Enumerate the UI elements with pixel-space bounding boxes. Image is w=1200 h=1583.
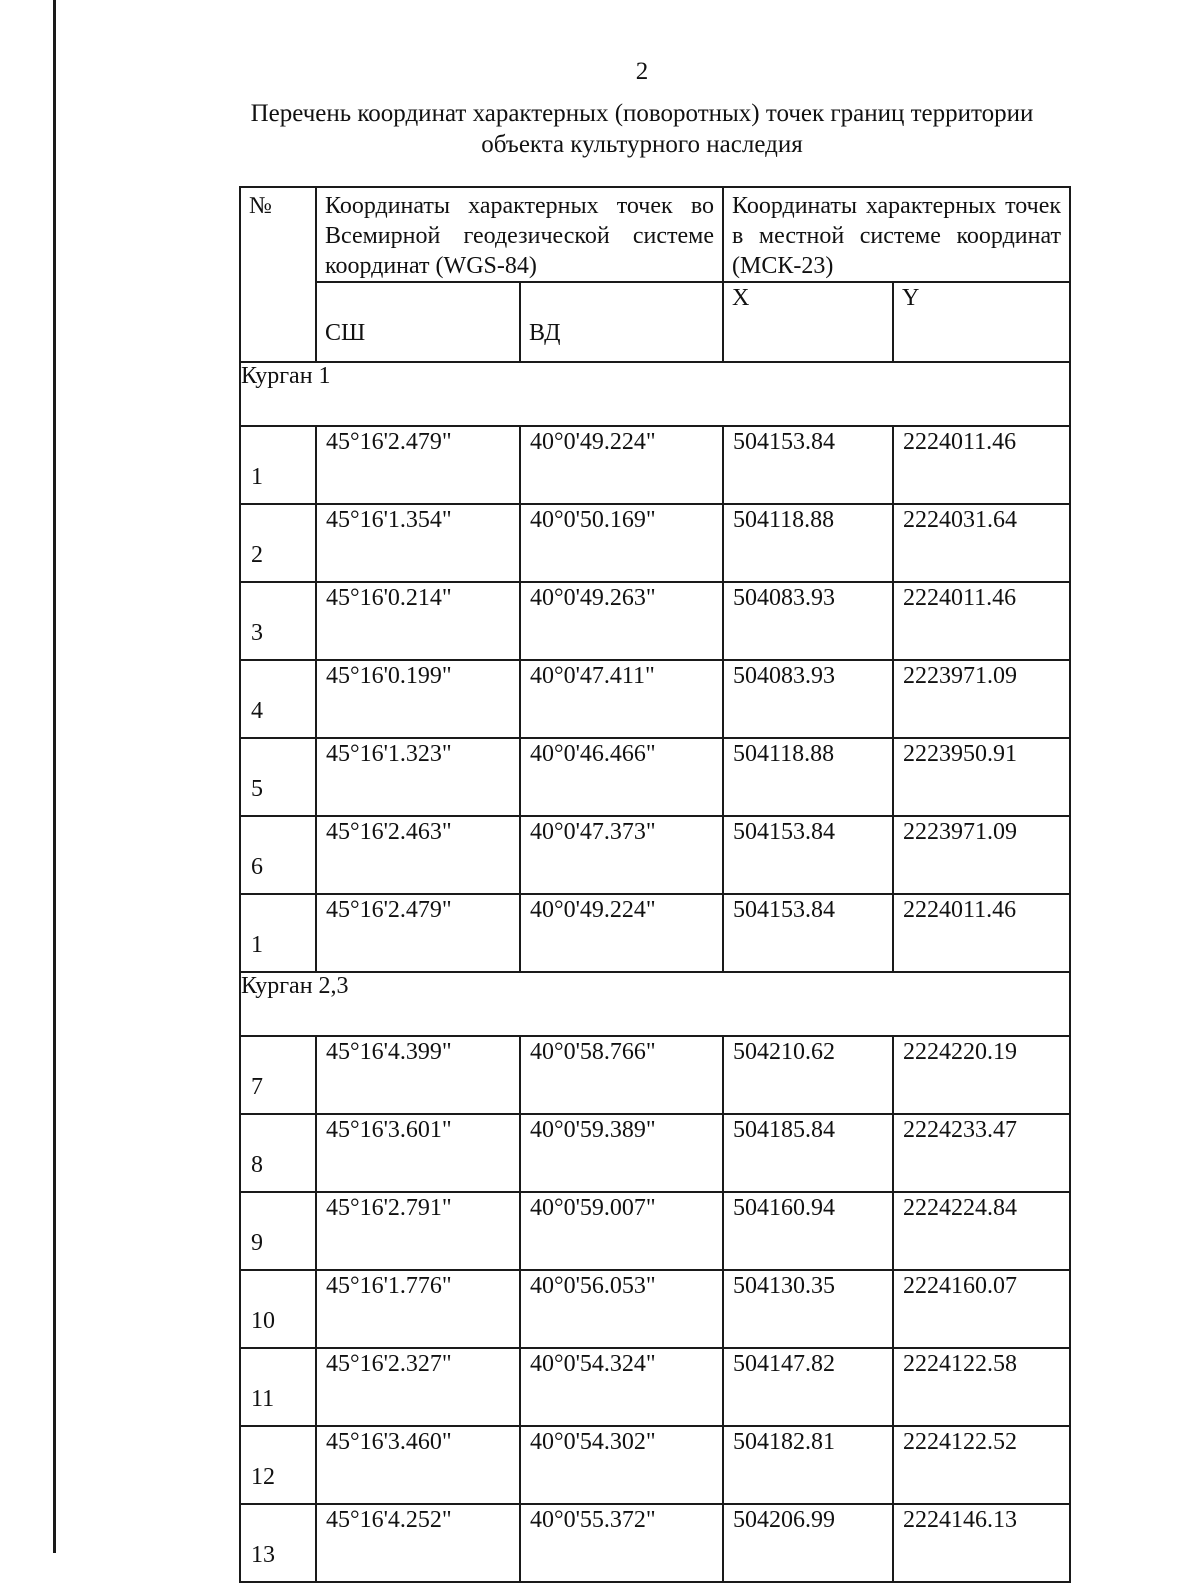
x-coordinate-cell: 504153.84 (723, 894, 893, 972)
longitude-cell: 40°0'55.372" (520, 1504, 723, 1582)
table-row (240, 738, 1070, 816)
y-coordinate-cell: 2224160.07 (893, 1270, 1070, 1348)
page-edge-rule (53, 0, 56, 1553)
longitude-cell: 40°0'46.466" (520, 738, 723, 816)
header-number: № (240, 187, 316, 362)
header-y: Y (893, 282, 1070, 362)
table-row (240, 426, 1070, 504)
y-coordinate-cell: 2224122.58 (893, 1348, 1070, 1426)
point-number-cell: 13 (240, 1504, 316, 1582)
y-coordinate-cell: 2224122.52 (893, 1426, 1070, 1504)
latitude-cell: 45°16'2.327" (316, 1348, 520, 1426)
table-row (240, 1114, 1070, 1192)
point-number-cell: 8 (240, 1114, 316, 1192)
table-row (240, 816, 1070, 894)
group-label: Курган 1 (240, 362, 1070, 426)
x-coordinate-cell: 504182.81 (723, 1426, 893, 1504)
y-coordinate-cell: 2224031.64 (893, 504, 1070, 582)
y-coordinate-cell: 2224011.46 (893, 894, 1070, 972)
table-row (240, 504, 1070, 582)
x-coordinate-cell: 504153.84 (723, 426, 893, 504)
latitude-cell: 45°16'3.460" (316, 1426, 520, 1504)
group-label: Курган 2,3 (240, 972, 1070, 1036)
longitude-cell: 40°0'49.263" (520, 582, 723, 660)
header-x: X (723, 282, 893, 362)
y-coordinate-cell: 2224011.46 (893, 582, 1070, 660)
document-title-line-1: Перечень координат характерных (поворотных) точек границ территории (250, 100, 1034, 127)
table-row (240, 894, 1070, 972)
y-coordinate-cell: 2224146.13 (893, 1504, 1070, 1582)
latitude-cell: 45°16'2.479" (316, 894, 520, 972)
table-row (240, 1036, 1070, 1114)
header-row (240, 187, 1070, 282)
group-row (240, 972, 1070, 1036)
coordinates-table (239, 186, 1071, 1583)
longitude-cell: 40°0'58.766" (520, 1036, 723, 1114)
table-row (240, 660, 1070, 738)
header-longitude: ВД (520, 282, 723, 362)
x-coordinate-cell: 504118.88 (723, 738, 893, 816)
header-wgs84: Координаты характерных точек во Всемирной геодезической системе координат (WGS-84) (316, 187, 723, 282)
y-coordinate-cell: 2224233.47 (893, 1114, 1070, 1192)
y-coordinate-cell: 2224011.46 (893, 426, 1070, 504)
longitude-cell: 40°0'47.373" (520, 816, 723, 894)
latitude-cell: 45°16'1.323" (316, 738, 520, 816)
longitude-cell: 40°0'47.411" (520, 660, 723, 738)
longitude-cell: 40°0'50.169" (520, 504, 723, 582)
latitude-cell: 45°16'4.252" (316, 1504, 520, 1582)
document-title-line-2: объекта культурного наследия (481, 131, 803, 158)
point-number-cell: 2 (240, 504, 316, 582)
longitude-cell: 40°0'56.053" (520, 1270, 723, 1348)
y-coordinate-cell: 2223950.91 (893, 738, 1070, 816)
x-coordinate-cell: 504210.62 (723, 1036, 893, 1114)
table-row (240, 1270, 1070, 1348)
point-number-cell: 1 (240, 426, 316, 504)
y-coordinate-cell: 2223971.09 (893, 816, 1070, 894)
latitude-cell: 45°16'1.354" (316, 504, 520, 582)
x-coordinate-cell: 504130.35 (723, 1270, 893, 1348)
point-number-cell: 3 (240, 582, 316, 660)
latitude-cell: 45°16'2.479" (316, 426, 520, 504)
longitude-cell: 40°0'54.302" (520, 1426, 723, 1504)
table-row (240, 582, 1070, 660)
table-row (240, 1192, 1070, 1270)
latitude-cell: 45°16'2.463" (316, 816, 520, 894)
document-title (200, 98, 1084, 160)
x-coordinate-cell: 504083.93 (723, 582, 893, 660)
point-number-cell: 7 (240, 1036, 316, 1114)
point-number-cell: 4 (240, 660, 316, 738)
point-number-cell: 11 (240, 1348, 316, 1426)
point-number-cell: 12 (240, 1426, 316, 1504)
x-coordinate-cell: 504153.84 (723, 816, 893, 894)
y-coordinate-cell: 2224220.19 (893, 1036, 1070, 1114)
x-coordinate-cell: 504185.84 (723, 1114, 893, 1192)
point-number-cell: 5 (240, 738, 316, 816)
page-number: 2 (635, 58, 649, 85)
latitude-cell: 45°16'0.199" (316, 660, 520, 738)
point-number-cell: 9 (240, 1192, 316, 1270)
longitude-cell: 40°0'49.224" (520, 426, 723, 504)
point-number-cell: 10 (240, 1270, 316, 1348)
y-coordinate-cell: 2223971.09 (893, 660, 1070, 738)
x-coordinate-cell: 504118.88 (723, 504, 893, 582)
longitude-cell: 40°0'49.224" (520, 894, 723, 972)
latitude-cell: 45°16'2.791" (316, 1192, 520, 1270)
table-row (240, 1426, 1070, 1504)
group-row (240, 362, 1070, 426)
header-msk23: Координаты характерных точек в местной системе координат (МСК-23) (723, 187, 1070, 282)
table-row (240, 1504, 1070, 1582)
x-coordinate-cell: 504147.82 (723, 1348, 893, 1426)
x-coordinate-cell: 504083.93 (723, 660, 893, 738)
longitude-cell: 40°0'54.324" (520, 1348, 723, 1426)
y-coordinate-cell: 2224224.84 (893, 1192, 1070, 1270)
latitude-cell: 45°16'1.776" (316, 1270, 520, 1348)
subheader-row (240, 282, 1070, 362)
longitude-cell: 40°0'59.007" (520, 1192, 723, 1270)
latitude-cell: 45°16'0.214" (316, 582, 520, 660)
header-latitude: СШ (316, 282, 520, 362)
point-number-cell: 6 (240, 816, 316, 894)
x-coordinate-cell: 504160.94 (723, 1192, 893, 1270)
table-row (240, 1348, 1070, 1426)
latitude-cell: 45°16'4.399" (316, 1036, 520, 1114)
x-coordinate-cell: 504206.99 (723, 1504, 893, 1582)
longitude-cell: 40°0'59.389" (520, 1114, 723, 1192)
latitude-cell: 45°16'3.601" (316, 1114, 520, 1192)
point-number-cell: 1 (240, 894, 316, 972)
